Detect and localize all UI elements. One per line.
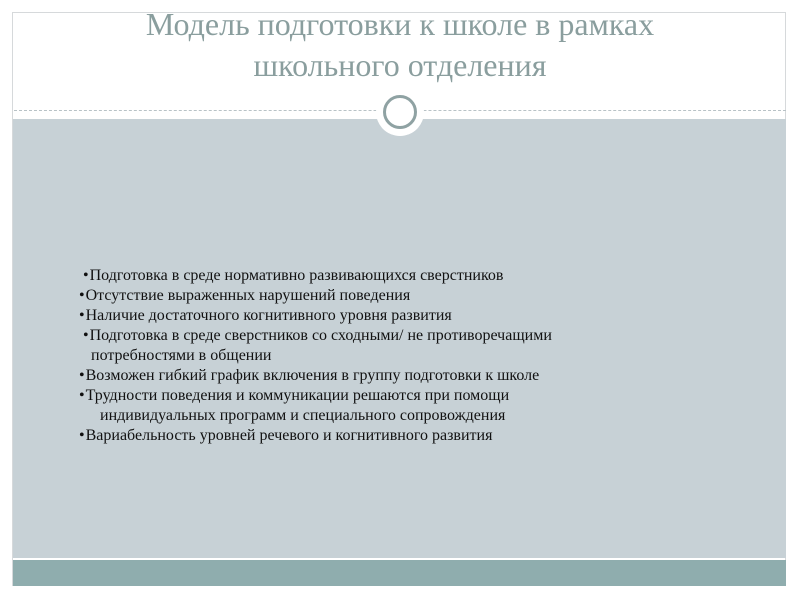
bullet-dot-icon: • xyxy=(79,427,85,444)
bullet-text: Наличие достаточного когнитивного уровня развития xyxy=(85,307,452,324)
bullet-continuation: потребностями в общении xyxy=(91,347,272,364)
bullet-dot-icon: • xyxy=(79,307,85,324)
bullet-item xyxy=(0,286,800,306)
bullet-text: Возможен гибкий график включения в группу подготовки к школе xyxy=(85,367,540,384)
bullet-dot-icon: • xyxy=(79,287,85,304)
bullet-dot-icon: • xyxy=(83,327,89,344)
bullet-text: Вариабельность уровней речевого и когнитивного развития xyxy=(85,427,493,444)
bullet-list xyxy=(0,266,800,446)
bullet-dot-icon: • xyxy=(83,267,89,284)
bullet-text: Отсутствие выраженных нарушений поведения xyxy=(85,287,411,304)
ring-ornament-icon xyxy=(376,88,424,136)
bullet-item xyxy=(0,426,800,446)
bullet-continuation: индивидуальных программ и специального сопровождения xyxy=(100,407,506,424)
slide-title xyxy=(14,4,786,86)
slide-title-line-1: Модель подготовки к школе в рамках xyxy=(145,6,655,42)
slide-title-line-2: школьного отделения xyxy=(253,47,547,83)
bullet-item xyxy=(0,306,800,326)
bullet-item xyxy=(0,386,800,406)
bullet-text: Подготовка в среде нормативно развивающихся сверстников xyxy=(89,267,504,284)
bullet-dot-icon: • xyxy=(79,387,85,404)
bullet-dot-icon: • xyxy=(79,367,85,384)
footer-bar xyxy=(13,560,786,586)
bullet-text: Трудности поведения и коммуникации решаются при помощи xyxy=(85,387,510,404)
bullet-item xyxy=(0,326,800,346)
bullet-text: Подготовка в среде сверстников со сходными/ не противоречащими xyxy=(89,327,552,344)
bullet-item xyxy=(0,266,800,286)
bullet-item xyxy=(0,366,800,386)
